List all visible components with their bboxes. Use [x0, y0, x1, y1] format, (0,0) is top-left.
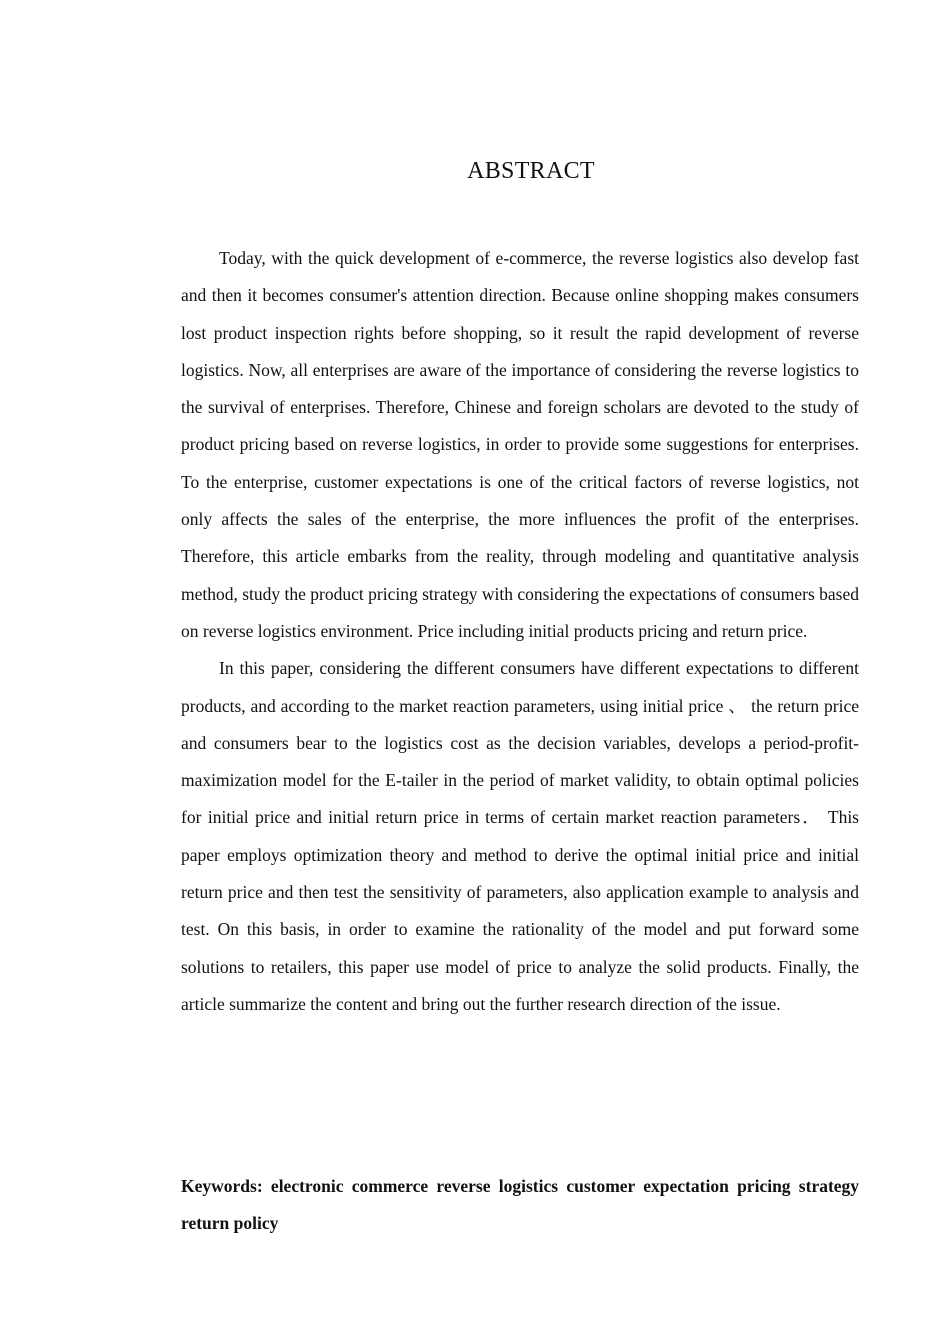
abstract-body [181, 240, 859, 1023]
keyword-term: customer expectation [566, 1176, 729, 1196]
abstract-paragraph-1: Today, with the quick development of e-commerce, the reverse logistics also develop fast and then it becomes consumer's attention direction. Because online shopping makes consumers lost product inspection rights before shopping, so it result the rapid development of reverse logistics. Now, all enterprises are aware of the importance of considering the reverse logistics to the survival of enterprises. Therefore, Chinese and foreign scholars are devoted to the study of product pricing based on reverse logistics, in order to provide some suggestions for enterprises. To the enterprise, customer expectations is one of the critical factors of reverse logistics, not only affects the sales of the enterprise, the more influences the profit of the enterprises. Therefore, this article embarks from the reality, through modeling and quantitative analysis method, study the product pricing strategy with considering the expectations of consumers based on reverse logistics environment. Price including initial products pricing and return price. [181, 248, 859, 641]
keywords-line [181, 1168, 859, 1243]
keyword-term: electronic commerce [270, 1176, 429, 1196]
keyword-term: pricing strategy [737, 1176, 860, 1196]
keyword-term: return policy [181, 1213, 279, 1234]
abstract-title: ABSTRACT [467, 158, 595, 184]
keywords-label: Keywords: [181, 1176, 263, 1196]
abstract-paragraph-2: In this paper, considering the different consumers have different expectations to different products, and according to the market reaction parameters, using initial price 、 the return price and consumers bear to the logistics cost as the decision variables, develops a period-profit-maximization model for the E-tailer in the period of market validity, to obtain optimal policies for initial price and initial return price in terms of certain market reaction parameters． This paper employs optimization theory and method to derive the optimal initial price and initial return price and then test the sensitivity of parameters, also application example to analysis and test. On this basis, in order to examine the rationality of the model and put forward some solutions to retailers, this paper use model of price to analyze the solid products. Finally, the article summarize the content and bring out the further research direction of the issue. [181, 658, 859, 1014]
keyword-term: reverse logistics [436, 1176, 559, 1196]
